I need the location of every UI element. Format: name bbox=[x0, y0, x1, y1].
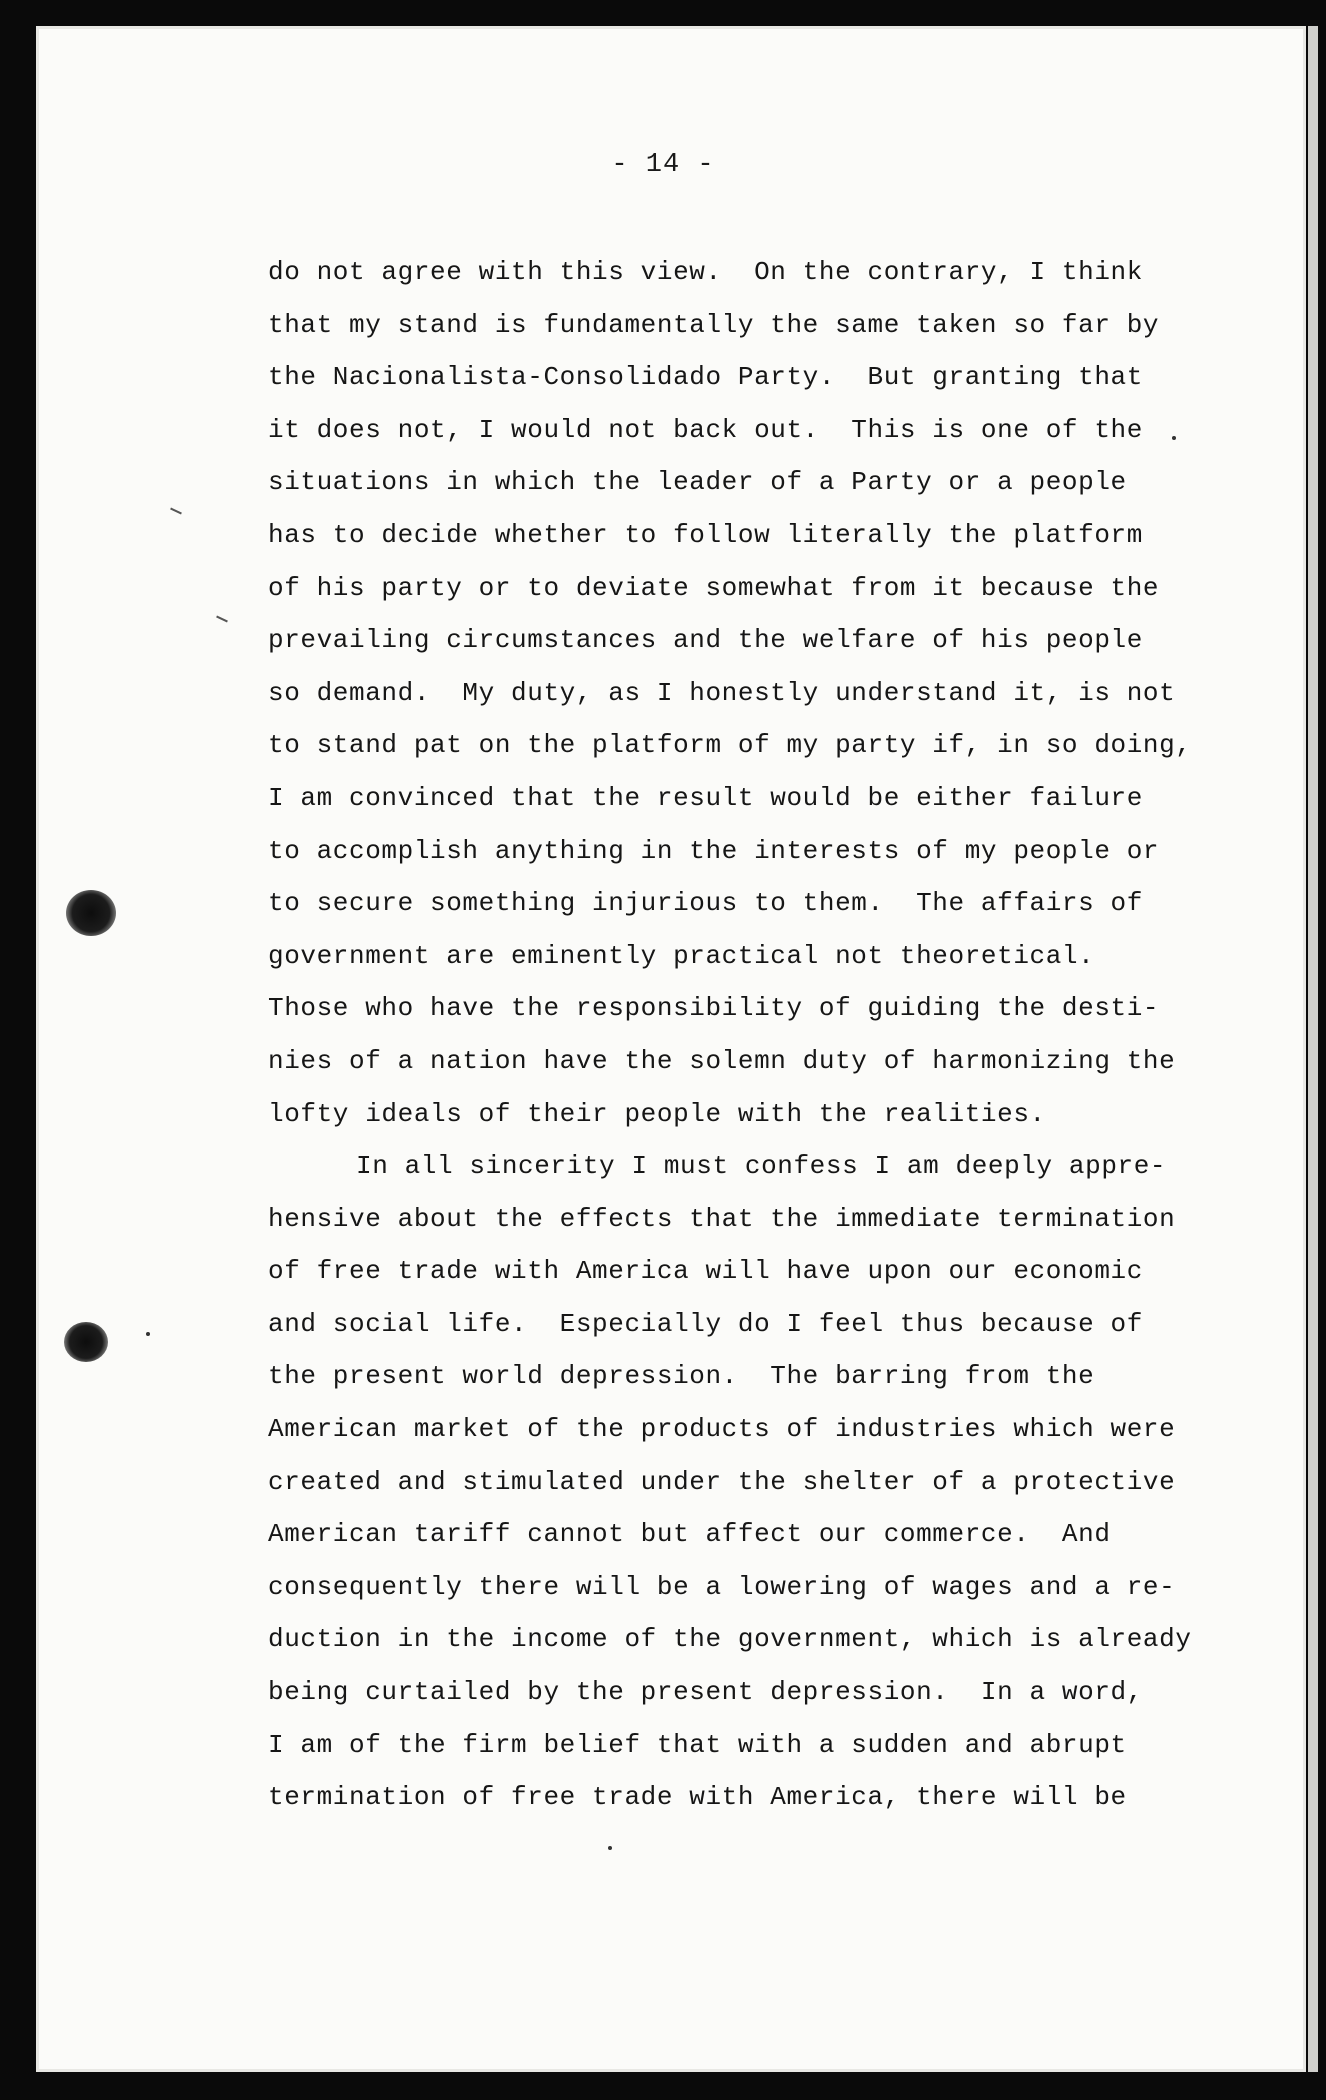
text-line: being curtailed by the present depression. In a word, bbox=[268, 1677, 1143, 1708]
text-line: situations in which the leader of a Party or a people bbox=[268, 467, 1127, 498]
text-line: prevailing circumstances and the welfare of his people bbox=[268, 625, 1143, 656]
text-line: that my stand is fundamentally the same taken so far by bbox=[268, 309, 1160, 340]
text-line: it does not, I would not back out. This is one of the bbox=[268, 414, 1143, 445]
page-edge bbox=[1308, 26, 1318, 2072]
text-line: so demand. My duty, as I honestly understand it, is not bbox=[268, 677, 1176, 708]
text-line: has to decide whether to follow literally the platform bbox=[268, 519, 1143, 550]
text-line: of his party or to deviate somewhat from it because the bbox=[268, 572, 1160, 603]
text-line: to accomplish anything in the interests of my people or bbox=[268, 835, 1160, 866]
text-line: termination of free trade with America, there will be bbox=[268, 1782, 1127, 1813]
text-line: I am of the firm belief that with a sudden and abrupt bbox=[268, 1729, 1127, 1760]
page-number: - 14 - bbox=[611, 150, 715, 180]
text-line: Those who have the responsibility of guiding the desti- bbox=[268, 993, 1160, 1024]
ink-blot bbox=[66, 890, 116, 936]
text-line: to secure something injurious to them. The affairs of bbox=[268, 888, 1143, 919]
text-line: created and stimulated under the shelter of a protective bbox=[268, 1466, 1176, 1497]
text-line: government are eminently practical not theoretical. bbox=[268, 940, 1095, 971]
text-line: hensive about the effects that the immediate termination bbox=[268, 1203, 1176, 1234]
ink-speck bbox=[608, 1846, 612, 1850]
ink-speck bbox=[146, 1332, 150, 1336]
text-line: I am convinced that the result would be either failure bbox=[268, 782, 1143, 813]
text-line: do not agree with this view. On the contrary, I think bbox=[268, 257, 1143, 287]
body-text bbox=[268, 246, 1278, 1824]
text-line: consequently there will be a lowering of wages and a re- bbox=[268, 1571, 1176, 1602]
text-line: the present world depression. The barring from the bbox=[268, 1361, 1095, 1392]
text-line: lofty ideals of their people with the realities. bbox=[268, 1098, 1046, 1129]
paragraph-start-line: In all sincerity I must confess I am deeply appre- bbox=[356, 1151, 1167, 1182]
text-line: nies of a nation have the solemn duty of harmonizing the bbox=[268, 1045, 1176, 1076]
text-line: the Nacionalista-Consolidado Party. But granting that bbox=[268, 362, 1143, 393]
text-line: and social life. Especially do I feel thus because of bbox=[268, 1308, 1143, 1339]
text-line: American tariff cannot but affect our commerce. And bbox=[268, 1519, 1111, 1550]
text-line: of free trade with America will have upon our economic bbox=[268, 1256, 1143, 1287]
text-line: duction in the income of the government, which is already bbox=[268, 1624, 1192, 1655]
text-line: American market of the products of industries which were bbox=[268, 1414, 1176, 1445]
ink-blot bbox=[64, 1322, 108, 1362]
text-line: to stand pat on the platform of my party if, in so doing, bbox=[268, 730, 1192, 761]
